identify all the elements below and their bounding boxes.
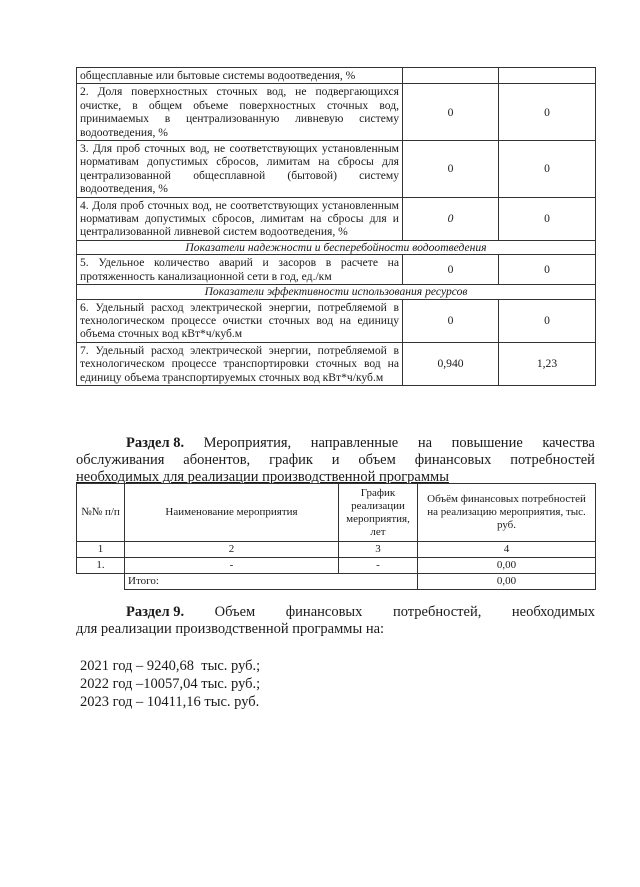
indicator-value-1: 0 (403, 197, 499, 240)
row-schedule: - (339, 558, 418, 574)
total-label: Итого: (125, 574, 418, 590)
section-8-label: Раздел 8. (126, 435, 185, 451)
total-empty-cell (77, 574, 125, 590)
heading-word: Мероприятия, (203, 435, 292, 451)
indicator-value-2: 0 (499, 141, 596, 198)
heading-word: повышение (451, 435, 523, 451)
header-num: №№ п/п (77, 484, 125, 542)
section-heading-efficiency: Показатели эффективности использования ресурсов (77, 285, 596, 299)
total-row (77, 574, 596, 590)
section-row (77, 240, 596, 254)
column-number-row (77, 542, 596, 558)
section-9-line-2: для реализации производственной программы на: (76, 621, 385, 637)
row-volume: 0,00 (418, 558, 596, 574)
row-num: 1. (77, 558, 125, 574)
heading-word: необходимых (511, 604, 595, 620)
header-volume: Объём финансовых потребностей на реализацию мероприятия, тыс. руб. (418, 484, 596, 542)
year-line: 2023 год – 10411,16 тыс. руб. (80, 694, 260, 710)
indicator-text: 5. Удельное количество аварий и засоров в расчете на протяженность канализационной сети в год, ед./км (77, 255, 403, 285)
indicator-value-2: 0 (499, 84, 596, 141)
table-row (77, 342, 596, 385)
indicator-value-2: 0 (499, 197, 596, 240)
indicator-value-1: 0,940 (403, 342, 499, 385)
heading-word: объем (358, 452, 396, 468)
header-name: Наименование мероприятия (125, 484, 339, 542)
section-8-line-1 (76, 435, 595, 452)
indicator-value-2 (499, 68, 596, 84)
indicator-value-1 (403, 68, 499, 84)
heading-word: обслуживания (76, 452, 165, 468)
heading-word: финансовых (414, 452, 492, 468)
indicators-table (76, 67, 596, 386)
heading-word: абонентов, (183, 452, 251, 468)
section-9-heading (76, 604, 595, 638)
heading-word: качества (542, 435, 595, 451)
table-row (77, 255, 596, 285)
column-number: 4 (418, 542, 596, 558)
section-9-label: Раздел 9. (126, 604, 185, 620)
indicator-text: 6. Удельный расход электрической энергии, потребляемой в технологическом процессе очистки сточных вод на единицу объема сточных вод кВт*ч/куб.м (77, 299, 403, 342)
column-number: 3 (339, 542, 418, 558)
section-8-heading (76, 435, 595, 486)
indicator-value-1: 0 (403, 84, 499, 141)
section-8-line-2 (76, 452, 595, 469)
indicator-value-2: 0 (499, 255, 596, 285)
indicator-value-2: 0 (499, 299, 596, 342)
heading-word: Объем (214, 604, 256, 620)
indicator-text: 2. Доля поверхностных сточных вод, не подвергающихся очистке, в общем объеме поверхностных сточных вод, принимаемых в централизованную ливневую систему водоотведения, % (77, 84, 403, 141)
table-row (77, 68, 596, 84)
indicator-value-2: 1,23 (499, 342, 596, 385)
column-number: 2 (125, 542, 339, 558)
section-9-line-1 (76, 604, 595, 621)
heading-word: потребностей (510, 452, 595, 468)
measures-table (76, 483, 596, 590)
table-row (77, 299, 596, 342)
total-volume: 0,00 (418, 574, 596, 590)
header-schedule: График реализации мероприятия, лет (339, 484, 418, 542)
row-name: - (125, 558, 339, 574)
indicator-text: 3. Для проб сточных вод, не соответствующих установленным нормативам допустимых сбросов, лимитам на сбросы для централизованной общесплавной (бытовой) систему водоотведения, % (77, 141, 403, 198)
indicator-text: 7. Удельный расход электрической энергии, потребляемой в технологическом процессе транспортировки сточных вод на единицу объема транспортируемых сточных вод кВт*ч/куб.м (77, 342, 403, 385)
table-row (77, 197, 596, 240)
heading-word: на (417, 435, 433, 451)
table-row (77, 558, 596, 574)
year-line: 2021 год – 9240,68 тыс. руб.; (80, 658, 261, 674)
table-row (77, 84, 596, 141)
heading-word: график (269, 452, 313, 468)
heading-word: финансовых (285, 604, 363, 620)
indicator-text: 4. Доля проб сточных вод, не соответствующих установленным нормативам допустимых сбросов, лимитам на сбросы для и централизованной ливневой систем водоотведения, % (77, 197, 403, 240)
section-heading-reliability: Показатели надежности и бесперебойности водоотведения (77, 240, 596, 254)
indicator-value-1: 0 (403, 141, 499, 198)
year-line: 2022 год –10057,04 тыс. руб.; (80, 676, 261, 692)
table-header-row (77, 484, 596, 542)
indicator-value-1: 0 (403, 255, 499, 285)
indicator-value-1: 0 (403, 299, 499, 342)
financial-needs-by-year (80, 657, 260, 711)
heading-word: направленные (310, 435, 399, 451)
table-row (77, 141, 596, 198)
indicator-text: общесплавные или бытовые системы водоотведения, % (77, 68, 403, 84)
section-row (77, 285, 596, 299)
heading-word: потребностей, (392, 604, 482, 620)
heading-word: и (331, 452, 340, 468)
column-number: 1 (77, 542, 125, 558)
section-8-line-3: необходимых для реализации производственной программы (76, 469, 449, 485)
